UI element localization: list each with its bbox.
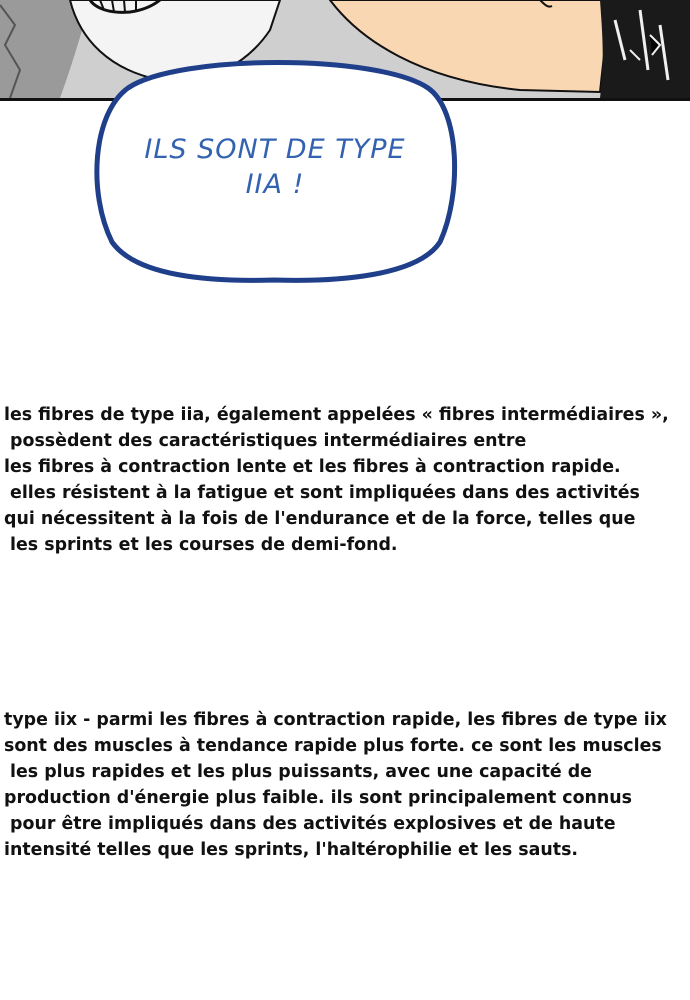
- text-line: les sprints et les courses de demi-fond.: [4, 535, 398, 555]
- text-line: les fibres à contraction lente et les fibres à contraction rapide.: [4, 457, 621, 477]
- text-line: les plus rapides et les plus puissants, avec une capacité de: [4, 762, 592, 782]
- text-line: sont des muscles à tendance rapide plus forte. ce sont les muscles: [4, 736, 662, 756]
- speech-bubble-text: ILS SONT DE TYPE IIA !: [144, 134, 406, 200]
- text-line: les fibres de type iia, également appelées « fibres intermédiaires »,: [4, 405, 669, 425]
- text-line: qui nécessitent à la fois de l'endurance et de la force, telles que: [4, 509, 636, 529]
- text-line: possèdent des caractéristiques intermédiaires entre: [4, 431, 527, 451]
- text-line: intensité telles que les sprints, l'haltérophilie et les sauts.: [4, 840, 579, 860]
- text-line: type iix - parmi les fibres à contraction rapide, les fibres de type iix: [4, 710, 667, 730]
- text-line: elles résistent à la fatigue et sont impliquées dans des activités: [4, 483, 640, 503]
- text-line: production d'énergie plus faible. ils sont principalement connus: [4, 788, 633, 808]
- text-line: pour être impliqués dans des activités explosives et de haute: [4, 814, 616, 834]
- speech-bubble: [88, 44, 462, 284]
- paragraph-type-iix: [4, 707, 690, 863]
- paragraph-type-iia: [4, 402, 690, 558]
